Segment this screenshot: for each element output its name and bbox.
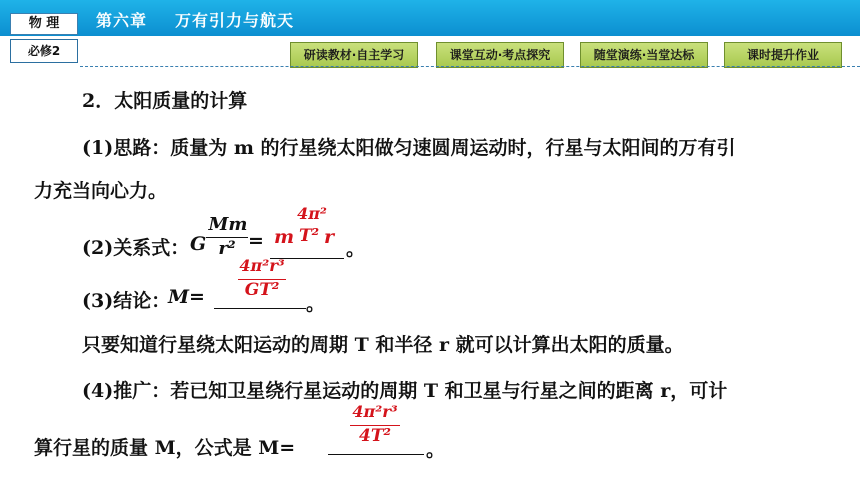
relation-G: G	[190, 233, 207, 255]
conclusion-end: 。	[306, 293, 326, 315]
extend-line-1	[82, 376, 727, 403]
extend-answer-numerator: 4π²r³	[352, 402, 398, 421]
conclusion-answer-blank	[214, 308, 306, 309]
relation-numerator: Mm	[208, 214, 248, 235]
chapter-title	[96, 8, 294, 31]
extend-answer-denominator: 4T²	[359, 426, 391, 446]
module-label: 必修2	[10, 39, 78, 63]
relation-answer-top: 4π²	[297, 204, 327, 223]
nav-practice-button[interactable]: 随堂演练·当堂达标	[580, 42, 708, 68]
idea-prefix: (1)思路：	[82, 137, 171, 159]
conclusion-answer-numerator: 4π²r³	[239, 256, 285, 275]
relation-answer-r: r	[324, 226, 335, 248]
chapter-number: 第六章	[96, 11, 148, 30]
relation-prefix: (2)关系式：	[82, 237, 190, 259]
chapter-name: 万有引力与航天	[175, 11, 295, 30]
relation-equals: =	[248, 230, 264, 252]
idea-line-2: 力充当向心力。	[34, 180, 168, 202]
idea-text-1: 质量为 m 的行星绕太阳做匀速圆周运动时，行星与太阳间的万有引	[170, 137, 736, 159]
extend-line-2: 算行星的质量 M，公式是 M=	[34, 437, 296, 459]
extend-prefix: (4)推广：	[82, 380, 171, 402]
section-heading: 2．太阳质量的计算	[82, 90, 248, 112]
note-line: 只要知道行星绕太阳运动的周期 T 和半径 r 就可以计算出太阳的质量。	[82, 334, 684, 356]
conclusion-prefix: (3)结论：	[82, 290, 171, 312]
header-divider	[80, 66, 860, 67]
conclusion-answer-denominator: GT²	[244, 280, 280, 300]
idea-line-1	[82, 133, 736, 160]
extend-end: 。	[426, 439, 446, 461]
relation-denominator: r²	[218, 238, 236, 259]
relation-answer-T2: T²	[298, 226, 320, 246]
extend-text-1: 若已知卫星绕行星运动的周期 T 和卫星与行星之间的距离 r，可计	[170, 380, 728, 402]
nav-homework-button[interactable]: 课时提升作业	[724, 42, 842, 68]
conclusion-M: M=	[168, 286, 205, 308]
extend-answer-blank	[328, 454, 424, 455]
subject-label: 物 理	[10, 13, 78, 35]
nav-interact-button[interactable]: 课堂互动·考点探究	[436, 42, 564, 68]
nav-study-button[interactable]: 研读教材·自主学习	[290, 42, 418, 68]
relation-answer-m: m	[274, 226, 295, 248]
relation-end: 。	[346, 238, 366, 260]
